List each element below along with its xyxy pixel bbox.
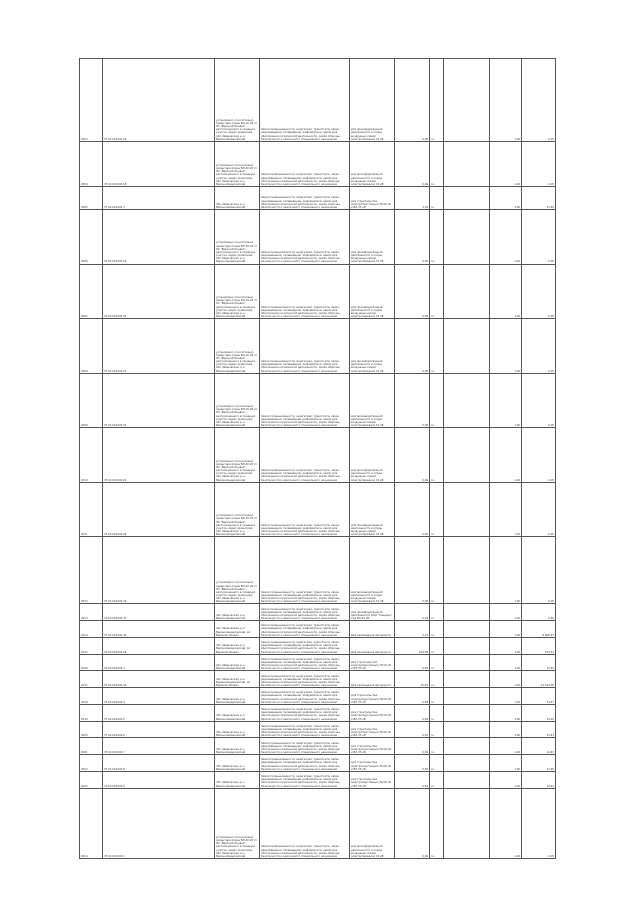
share-area: 12,64 [522, 771, 556, 788]
share-area: 0,05 [522, 482, 556, 537]
row-number: 2016 [80, 654, 103, 671]
share-area: 0,05 [522, 537, 556, 604]
share-value [444, 264, 490, 319]
row-number: 2017 [80, 671, 103, 688]
area-unit: га [430, 671, 444, 688]
permitted-use: для строительства электроподстанции 35/10 кВ и ВЛ-35 кВ [350, 186, 395, 209]
area-unit: га [430, 604, 444, 621]
cadastral-number: 37:01:010402:26 [103, 482, 215, 537]
table-row [80, 186, 556, 209]
total-area: 0,50 [395, 721, 430, 738]
location-description: установлено относительно ориентира опоры ВЛ-10 кВ от ПС "Верхний Ландех", расположенного в границах участка. Адрес ориентира: обл. Ивановская, р-н Верхнеландеховский [215, 59, 260, 142]
permitted-use: для строительства электроподстанции 35/10 кВ и ВЛ-35 кВ [350, 654, 395, 671]
land-category: Земли промышленности, энергетики, транспорта, связи, радиовещания, телевидения, информатики, земли для обеспечения космической деятельности, земли обороны, безопасности и земли иного специального назначения [260, 604, 350, 621]
land-category: Земли промышленности, энергетики, транспорта, связи, радиовещания, телевидения, информатики, земли для обеспечения космической деятельности, земли обороны, безопасности и земли иного специального назначения [260, 688, 350, 705]
table-row [80, 621, 556, 638]
share-value [444, 319, 490, 374]
table-row [80, 482, 556, 537]
row-number: 2007 [80, 264, 103, 319]
location-description: обл. Ивановская, р-н Верхнеландеховский [215, 654, 260, 671]
share-fraction: 1,00 [490, 688, 522, 705]
share-value [444, 721, 490, 738]
share-value [444, 186, 490, 209]
land-category: Земли промышленности, энергетики, транспорта, связи, радиовещания, телевидения, информатики, земли для обеспечения космической деятельности, земли обороны, безопасности и земли иного специального назначения [260, 186, 350, 209]
location-description: установлено относительно ориентира опоры ВЛ-10 кВ от ПС "Верхний Ландех", расположенного в границах участка. Адрес ориентира: обл. Ивановская, р-н Верхнеландеховский [215, 537, 260, 604]
share-value [444, 654, 490, 671]
share-fraction: 1,00 [490, 604, 522, 621]
share-value [444, 428, 490, 483]
share-fraction: 1,00 [490, 771, 522, 788]
share-fraction: 1,00 [490, 264, 522, 319]
cadastral-number: 37:01:010402:36 [103, 671, 215, 688]
land-category: Земли промышленности, энергетики, транспорта, связи, радиовещания, телевидения, информатики, земли для обеспечения космической деятельности, земли обороны, безопасности и земли иного специального назначения [260, 59, 350, 142]
cadastral-number: 37:01:010403:1 [103, 788, 215, 858]
row-number: 2006 [80, 210, 103, 265]
share-area: 0,46 [522, 604, 556, 621]
row-number: 2009 [80, 373, 103, 428]
total-area: 0,00 [395, 482, 430, 537]
row-number: 2024 [80, 788, 103, 858]
area-unit: га [430, 264, 444, 319]
share-value [444, 688, 490, 705]
total-area: 0,18 [395, 604, 430, 621]
share-area: 8 006,32 [522, 621, 556, 638]
land-category: Земли промышленности, энергетики, транспорта, связи, радиовещания, телевидения, информатики, земли для обеспечения космической деятельности, земли обороны, безопасности и земли иного специального назначения [260, 654, 350, 671]
area-unit: га [430, 788, 444, 858]
area-unit: га [430, 755, 444, 772]
total-area: 0,00 [395, 537, 430, 604]
share-area: 0,05 [522, 264, 556, 319]
land-category: Земли промышленности, энергетики, транспорта, связи, радиовещания, телевидения, информатики, земли для обеспечения космической деятельности, земли обороны, безопасности и земли иного специального назначения [260, 637, 350, 654]
land-category: Земли промышленности, энергетики, транспорта, связи, радиовещания, телевидения, информатики, земли для обеспечения космической деятельности, земли обороны, безопасности и земли иного специального назначения [260, 264, 350, 319]
area-unit: га [430, 637, 444, 654]
cadastral-number: 37:01:010402:5 [103, 704, 215, 721]
cadastral-number: 37:01:010402:25 [103, 264, 215, 319]
area-unit: га [430, 186, 444, 209]
table-row [80, 738, 556, 755]
share-area: 12,63 [522, 721, 556, 738]
row-number: 2011 [80, 482, 103, 537]
area-unit: га [430, 537, 444, 604]
permitted-use: для производственной деятельности ООО "Ландеха" под ВЛ-10 кВ [350, 604, 395, 621]
area-unit: га [430, 738, 444, 755]
row-number: 2023 [80, 771, 103, 788]
land-category: Земли промышленности, энергетики, транспорта, связи, радиовещания, телевидения, информатики, земли для обеспечения космической деятельности, земли обороны, безопасности и земли иного специального назначения [260, 721, 350, 738]
location-description: обл. Ивановская, р-н Верхнеландеховский, рп. Верхний Ландех [215, 671, 260, 688]
cadastral-number: 37:01:010402:3 [103, 186, 215, 209]
permitted-use: для производственной деятельности и опоры воздушных линий электропередачи 10 кВ [350, 788, 395, 858]
permitted-use: для производственной деятельности и опоры воздушных линий электропередачи 10 кВ [350, 59, 395, 142]
total-area: 4,54 [395, 186, 430, 209]
area-unit: га [430, 141, 444, 186]
share-fraction: 1,00 [490, 319, 522, 374]
share-fraction: 1,00 [490, 738, 522, 755]
share-value [444, 210, 490, 265]
total-area: 0,49 [395, 654, 430, 671]
permitted-use: для производственной деятельности и опоры воздушных линий электропередачи 10 кВ [350, 141, 395, 186]
share-area: 0,05 [522, 428, 556, 483]
permitted-use: для производственной деятельности и опоры воздушных линий электропередачи 10 кВ [350, 210, 395, 265]
share-area: 0,05 [522, 210, 556, 265]
share-fraction: 1,00 [490, 482, 522, 537]
share-area: 12,63 [522, 738, 556, 755]
share-value [444, 621, 490, 638]
total-area: 0,50 [395, 738, 430, 755]
table-row [80, 537, 556, 604]
total-area: 0,00 [395, 59, 430, 142]
share-fraction: 1,00 [490, 186, 522, 209]
cadastral-number: 37:01:010402:3 [103, 654, 215, 671]
land-category: Земли промышленности, энергетики, транспорта, связи, радиовещания, телевидения, информатики, земли для обеспечения космической деятельности, земли обороны, безопасности и земли иного специального назначения [260, 755, 350, 772]
cadastral-number: 37:01:010402:30 [103, 537, 215, 604]
land-category: Земли промышленности, энергетики, транспорта, связи, радиовещания, телевидения, информатики, земли для обеспечения космической деятельности, земли обороны, безопасности и земли иного специального назначения [260, 141, 350, 186]
area-unit: га [430, 210, 444, 265]
share-value [444, 671, 490, 688]
area-unit: га [430, 319, 444, 374]
table-row [80, 788, 556, 858]
cadastral-number: 37:01:010402:22 [103, 210, 215, 265]
share-area: 0,05 [522, 319, 556, 374]
share-fraction: 1,00 [490, 141, 522, 186]
share-value [444, 604, 490, 621]
cadastral-number: 37:01:010402:6 [103, 721, 215, 738]
share-area: 270,51 [522, 637, 556, 654]
permitted-use: для производственной деятельности и опоры воздушных линий электропередачи 10 кВ [350, 482, 395, 537]
share-value [444, 537, 490, 604]
area-unit: га [430, 482, 444, 537]
table-row [80, 373, 556, 428]
share-value [444, 704, 490, 721]
share-area: 12,56 [522, 654, 556, 671]
total-area: 0,50 [395, 771, 430, 788]
area-unit: га [430, 721, 444, 738]
area-unit: га [430, 704, 444, 721]
row-number: 2014 [80, 621, 103, 638]
location-description: обл. Ивановская, р-н Верхнеландеховский [215, 738, 260, 755]
share-value [444, 141, 490, 186]
permitted-use: для строительства электроподстанции 35/10 кВ и ВЛ-35 кВ [350, 704, 395, 721]
cadastral-number: 37:01:010402:18 [103, 141, 215, 186]
table-row [80, 755, 556, 772]
permitted-use: для строительства электроподстанции 35/10 кВ и ВЛ-35 кВ [350, 688, 395, 705]
location-description: обл. Ивановская, р-н Верхнеландеховский [215, 755, 260, 772]
location-description: установлено относительно ориентира опоры ВЛ-10 кВ от ПС "Верхний Ландех", расположенного в границах участка. Адрес ориентира: обл. Ивановская, р-н Верхнеландеховский [215, 373, 260, 428]
cadastral-number: 37:01:010402:23 [103, 319, 215, 374]
permitted-use: для строительства электроподстанции 35/10 кВ и ВЛ-35 кВ [350, 721, 395, 738]
area-unit: га [430, 688, 444, 705]
table-row [80, 319, 556, 374]
permitted-use: Для размещения автодороги [350, 621, 395, 638]
row-number: 2015 [80, 637, 103, 654]
cadastral-number: 37:01:010402:24 [103, 428, 215, 483]
location-description: обл. Ивановская, р-н Верхнеландеховский, рп. Верхний Ландех [215, 637, 260, 654]
share-area: 0,05 [522, 59, 556, 142]
location-description: обл. Ивановская, р-н Верхнеландеховский [215, 688, 260, 705]
land-category: Земли промышленности, энергетики, транспорта, связи, радиовещания, телевидения, информатики, земли для обеспечения космической деятельности, земли обороны, безопасности и земли иного специального назначения [260, 373, 350, 428]
area-unit: га [430, 373, 444, 428]
cadastral-number: 37:01:010402:21 [103, 373, 215, 428]
area-unit: га [430, 771, 444, 788]
row-number: 2019 [80, 704, 103, 721]
permitted-use: для производственной деятельности и опоры воздушных линий электропередачи 10 кВ [350, 537, 395, 604]
share-area: 0,05 [522, 373, 556, 428]
table-row [80, 141, 556, 186]
share-area: 15 105,00 [522, 671, 556, 688]
permitted-use: для производственной деятельности и опоры воздушных линий электропередачи 10 кВ [350, 428, 395, 483]
total-area: 0,00 [395, 788, 430, 858]
location-description: установлено относительно ориентира опоры ВЛ-10 кВ от ПС "Верхний Ландех", расположенного в границах участка. Адрес ориентира: обл. Ивановская, р-н Верхнеландеховский [215, 428, 260, 483]
total-area: 0,00 [395, 373, 430, 428]
permitted-use: для производственной деятельности и опоры воздушных линий электропередачи 10 кВ [350, 373, 395, 428]
location-description: обл. Ивановская, р-н Верхнеландеховский [215, 604, 260, 621]
row-number: 2003 [80, 59, 103, 142]
permitted-use: Для размещения автодороги [350, 637, 395, 654]
land-category: Земли промышленности, энергетики, транспорта, связи, радиовещания, телевидения, информатики, земли для обеспечения космической деятельности, земли обороны, безопасности и земли иного специального назначения [260, 210, 350, 265]
total-area: 0,00 [395, 141, 430, 186]
share-fraction: 1,00 [490, 637, 522, 654]
share-value [444, 59, 490, 142]
row-number: 2022 [80, 755, 103, 772]
land-category: Земли промышленности, энергетики, транспорта, связи, радиовещания, телевидения, информатики, земли для обеспечения космической деятельности, земли обороны, безопасности и земли иного специального назначения [260, 771, 350, 788]
row-number: 2013 [80, 604, 103, 621]
total-area: 3,14 [395, 621, 430, 638]
cadastral-number: 37:01:010402:9 [103, 771, 215, 788]
location-description: установлено относительно ориентира опоры ВЛ-10 кВ от ПС "Верхний Ландех", расположенного в границах участка. Адрес ориентира: обл. Ивановская, р-н Верхнеландеховский [215, 264, 260, 319]
location-description: обл. Ивановская, р-н Верхнеландеховский [215, 721, 260, 738]
share-value [444, 738, 490, 755]
table-row [80, 210, 556, 265]
share-area: 0,05 [522, 788, 556, 858]
share-area: 11,96 [522, 755, 556, 772]
location-description: установлено относительно ориентира опоры ВЛ-10 кВ от ПС "Верхний Ландех", расположенного в границах участка. Адрес ориентира: обл. Ивановская, р-н Верхнеландеховский [215, 210, 260, 265]
table-row [80, 604, 556, 621]
total-area: 0,50 [395, 755, 430, 772]
cadastral-number: 37:01:010402:37 [103, 604, 215, 621]
land-plots-table [79, 58, 556, 859]
location-description: установлено относительно ориентира опоры ВЛ-10 кВ от ПС "Верхний Ландех", расположенного в границах участка. Адрес ориентира: обл. Ивановская, р-н Верхнеландеховский [215, 141, 260, 186]
permitted-use: для производственной деятельности и опоры воздушных линий электропередачи 10 кВ [350, 319, 395, 374]
total-area: 0,48 [395, 688, 430, 705]
row-number: 2004 [80, 141, 103, 186]
share-fraction: 1,00 [490, 721, 522, 738]
share-fraction: 1,00 [490, 755, 522, 772]
table-row [80, 59, 556, 142]
cadastral-number: 37:01:010402:32 [103, 621, 215, 638]
share-value [444, 755, 490, 772]
table-row [80, 721, 556, 738]
total-area: 0,00 [395, 428, 430, 483]
permitted-use: для строительства электроподстанции 35/10 кВ и ВЛ-35 кВ [350, 755, 395, 772]
total-area: 0,49 [395, 704, 430, 721]
table-row [80, 264, 556, 319]
share-fraction: 1,00 [490, 373, 522, 428]
share-value [444, 482, 490, 537]
permitted-use: Для размещения автодороги [350, 671, 395, 688]
row-number: 2005 [80, 186, 103, 209]
land-category: Земли промышленности, энергетики, транспорта, связи, радиовещания, телевидения, информатики, земли для обеспечения космической деятельности, земли обороны, безопасности и земли иного специального назначения [260, 738, 350, 755]
share-area: 11,56 [522, 186, 556, 209]
share-fraction: 1,00 [490, 671, 522, 688]
table-row [80, 637, 556, 654]
share-fraction: 1,00 [490, 704, 522, 721]
total-area: 404,00 [395, 637, 430, 654]
location-description: обл. Ивановская, р-н Верхнеландеховский, рп. Верхний Ландех [215, 621, 260, 638]
share-fraction: 1,00 [490, 537, 522, 604]
row-number: 2012 [80, 537, 103, 604]
share-area: 11,97 [522, 688, 556, 705]
land-category: Земли промышленности, энергетики, транспорта, связи, радиовещания, телевидения, информатики, земли для обеспечения космической деятельности, земли обороны, безопасности и земли иного специального назначения [260, 788, 350, 858]
table-row [80, 671, 556, 688]
table-row [80, 771, 556, 788]
share-value [444, 788, 490, 858]
area-unit: га [430, 654, 444, 671]
area-unit: га [430, 428, 444, 483]
total-area: 0,00 [395, 319, 430, 374]
row-number: 2010 [80, 428, 103, 483]
share-value [444, 637, 490, 654]
share-fraction: 1,00 [490, 59, 522, 142]
area-unit: га [430, 621, 444, 638]
row-number: 2021 [80, 738, 103, 755]
share-area: 0,05 [522, 141, 556, 186]
land-category: Земли промышленности, энергетики, транспорта, связи, радиовещания, телевидения, информатики, земли для обеспечения космической деятельности, земли обороны, безопасности и земли иного специального назначения [260, 671, 350, 688]
permitted-use: для производственной деятельности и опоры воздушных линий электропередачи 10 кВ [350, 264, 395, 319]
share-value [444, 373, 490, 428]
land-category: Земли промышленности, энергетики, транспорта, связи, радиовещания, телевидения, информатики, земли для обеспечения космической деятельности, земли обороны, безопасности и земли иного специального назначения [260, 621, 350, 638]
share-fraction: 1,00 [490, 428, 522, 483]
table-row [80, 704, 556, 721]
land-category: Земли промышленности, энергетики, транспорта, связи, радиовещания, телевидения, информатики, земли для обеспечения космической деятельности, земли обороны, безопасности и земли иного специального назначения [260, 428, 350, 483]
permitted-use: для строительства электроподстанции 35/10 кВ и ВЛ-35 кВ [350, 771, 395, 788]
location-description: установлено относительно ориентира опоры ВЛ-10 кВ от ПС "Верхний Ландех", расположенного в границах участка. Адрес ориентира: обл. Ивановская, р-н Верхнеландеховский [215, 319, 260, 374]
cadastral-number: 37:01:010402:16 [103, 59, 215, 142]
land-category: Земли промышленности, энергетики, транспорта, связи, радиовещания, телевидения, информатики, земли для обеспечения космической деятельности, земли обороны, безопасности и земли иного специального назначения [260, 319, 350, 374]
land-category: Земли промышленности, энергетики, транспорта, связи, радиовещания, телевидения, информатики, земли для обеспечения космической деятельности, земли обороны, безопасности и земли иного специального назначения [260, 704, 350, 721]
share-fraction: 1,00 [490, 621, 522, 638]
row-number: 2018 [80, 688, 103, 705]
share-fraction: 1,00 [490, 788, 522, 858]
share-area: 12,00 [522, 704, 556, 721]
permitted-use: для строительства электроподстанции 35/10 кВ и ВЛ-35 кВ [350, 738, 395, 755]
location-description: обл. Ивановская, р-н Верхнеландеховский [215, 771, 260, 788]
land-category: Земли промышленности, энергетики, транспорта, связи, радиовещания, телевидения, информатики, земли для обеспечения космической деятельности, земли обороны, безопасности и земли иного специального назначения [260, 482, 350, 537]
cadastral-number: 37:01:010402:28 [103, 637, 215, 654]
total-area: 0,00 [395, 264, 430, 319]
total-area: 0,00 [395, 210, 430, 265]
share-fraction: 1,00 [490, 654, 522, 671]
location-description: установлено относительно ориентира опоры ВЛ-10 кВ от ПС "Верхний Ландех", расположенного в границах участка. Адрес ориентира: обл. Ивановская, р-н Верхнеландеховский [215, 788, 260, 858]
row-number: 2008 [80, 319, 103, 374]
location-description: обл. Ивановская, р-н Верхнеландеховский [215, 186, 260, 209]
location-description: установлено относительно ориентира опоры ВЛ-10 кВ от ПС "Верхний Ландех", расположенного в границах участка. Адрес ориентира: обл. Ивановская, р-н Верхнеландеховский [215, 482, 260, 537]
share-fraction: 1,00 [490, 210, 522, 265]
table-row [80, 688, 556, 705]
table-row [80, 428, 556, 483]
location-description: обл. Ивановская, р-н Верхнеландеховский [215, 704, 260, 721]
table-row [80, 654, 556, 671]
row-number: 2020 [80, 721, 103, 738]
cadastral-number: 37:01:010402:8 [103, 755, 215, 772]
cadastral-number: 37:01:010402:7 [103, 738, 215, 755]
cadastral-number: 37:01:010402:4 [103, 688, 215, 705]
land-category: Земли промышленности, энергетики, транспорта, связи, радиовещания, телевидения, информатики, земли для обеспечения космической деятельности, земли обороны, безопасности и земли иного специального назначения [260, 537, 350, 604]
document-sheet [79, 58, 555, 859]
area-unit: га [430, 59, 444, 142]
total-area: 15,45 [395, 671, 430, 688]
share-value [444, 771, 490, 788]
